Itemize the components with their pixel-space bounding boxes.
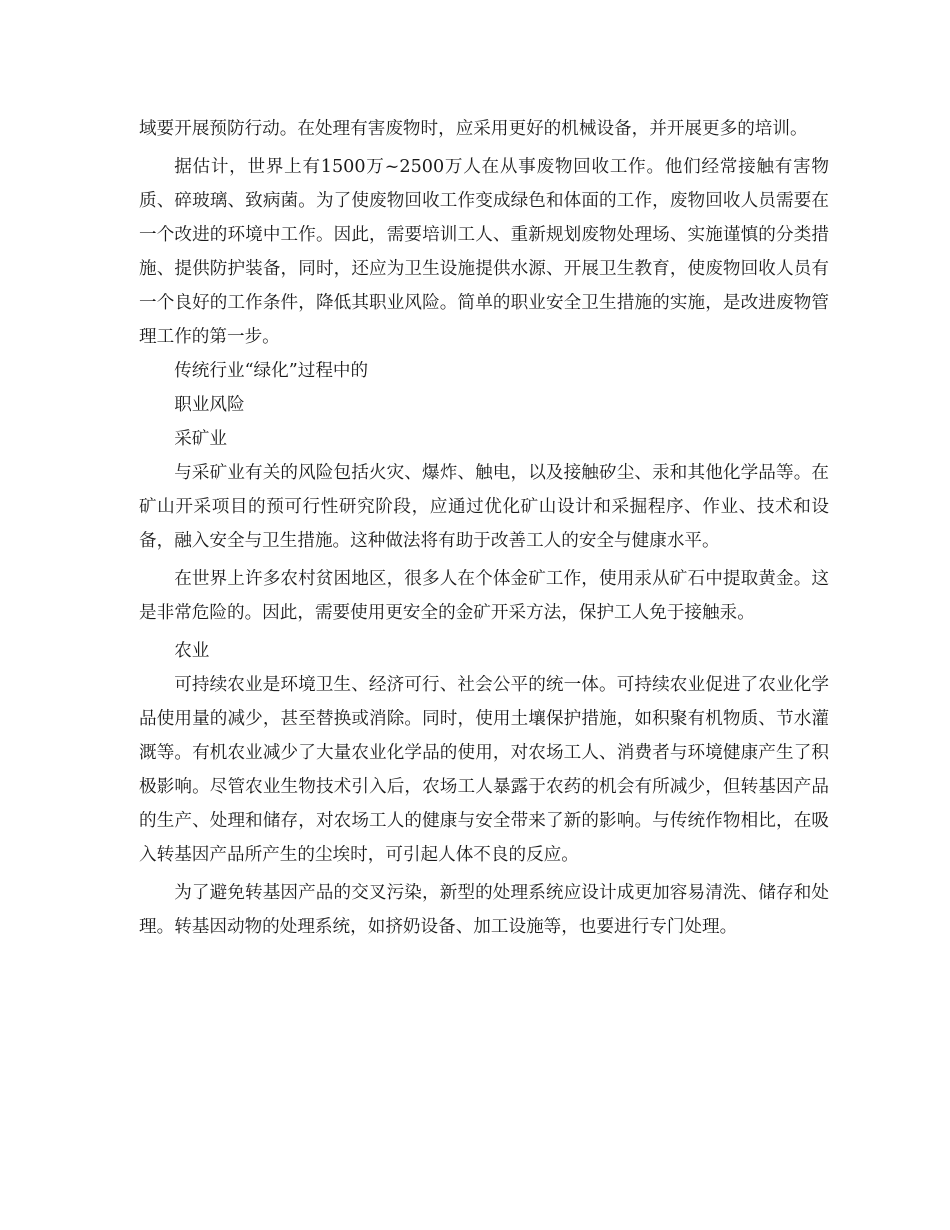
- paragraph-waste-recycling: 据估计，世界上有1500万~2500万人在从事废物回收工作。他们经常接触有害物质、碎玻璃、致病菌。为了使废物回收工作变成绿色和体面的工作，废物回收人员需要在一个改进的环境中工作。因此，需要培训工人、重新规划废物处理场、实施谨慎的分类措施、提供防护装备，同时，还应为卫生设施提供水源、开展卫生教育，使废物回收人员有一个良好的工作条件，降低其职业风险。简单的职业安全卫生措施的实施，是改进废物管理工作的第一步。: [139, 157, 829, 347]
- paragraph-mining-risks: 与采矿业有关的风险包括火灾、爆炸、触电，以及接触矽尘、汞和其他化学品等。在矿山开采项目的预可行性研究阶段，应通过优化矿山设计和采掘程序、作业、技术和设备，融入安全与卫生措施。这种做法将有助于改善工人的安全与健康水平。: [139, 463, 829, 551]
- document-body: [139, 112, 829, 944]
- section-heading-occupational-risk: 职业风险: [174, 395, 245, 415]
- section-heading-traditional-industries: 传统行业“绿化”过程中的: [174, 361, 369, 381]
- paragraph-continuation: 域要开展预防行动。在处理有害废物时，应采用更好的机械设备，并开展更多的培训。: [139, 119, 808, 139]
- paragraph-sustainable-agriculture: 可持续农业是环境卫生、经济可行、社会公平的统一体。可持续农业促进了农业化学品使用量的减少，甚至替换或消除。同时，使用土壤保护措施，如积聚有机物质、节水灌溉等。有机农业减少了大量农业化学品的使用，对农场工人、消费者与环境健康产生了积极影响。尽管农业生物技术引入后，农场工人暴露于农药的机会有所减少，但转基因产品的生产、处理和储存，对农场工人的健康与安全带来了新的影响。与传统作物相比，在吸入转基因产品所产生的尘埃时，可引起人体不良的反应。: [139, 675, 829, 865]
- section-heading-mining: 采矿业: [174, 429, 227, 449]
- paragraph-gmo-handling: 为了避免转基因产品的交叉污染，新型的处理系统应设计成更加容易清洗、储存和处理。转基因动物的处理系统，如挤奶设备、加工设施等，也要进行专门处理。: [139, 883, 829, 937]
- paragraph-gold-mining: 在世界上许多农村贫困地区，很多人在个体金矿工作，使用汞从矿石中提取黄金。这是非常危险的。因此，需要使用更安全的金矿开采方法，保护工人免于接触汞。: [139, 569, 829, 623]
- section-heading-agriculture: 农业: [174, 641, 210, 661]
